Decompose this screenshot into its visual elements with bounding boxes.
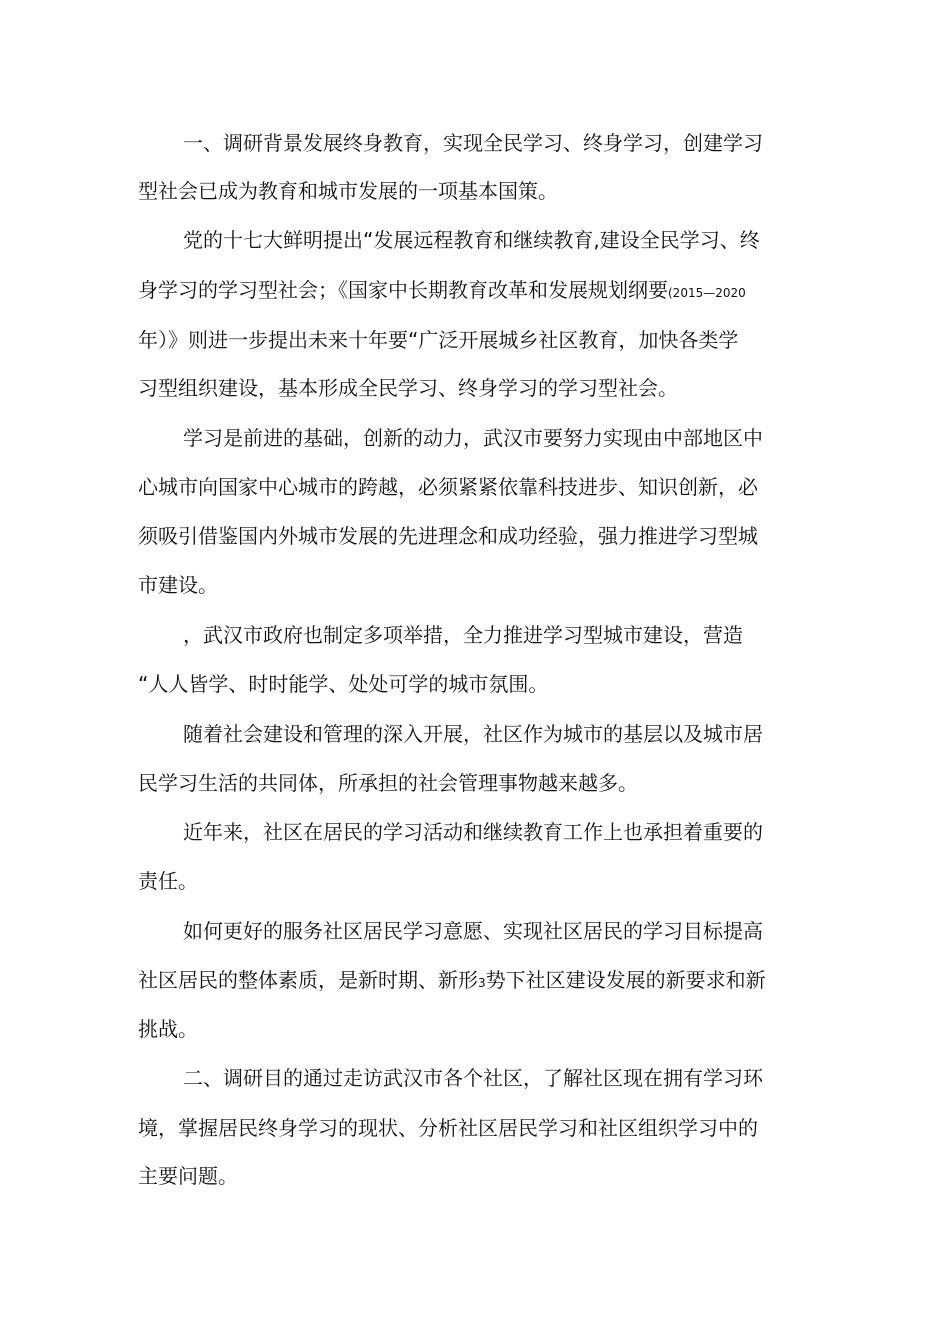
paragraph-8-line-3: 主要问题。 — [138, 1164, 238, 1188]
paragraph-6-line-2: 责任。 — [138, 869, 198, 893]
paragraph-7-line-2-start: 社区居民的整体素质，是新时期、新形 — [138, 968, 478, 992]
paragraph-3-line-4: 市建设。 — [138, 573, 218, 597]
paragraph-7-line-3: 挑战。 — [138, 1017, 198, 1041]
paragraph-2-year-range: (2015—2020 — [668, 286, 746, 300]
paragraph-2-line-4: 习型组织建设，基本形成全民学习、终身学习的学习型社会。 — [138, 376, 678, 400]
paragraph-5-line-1: 随着社会建设和管理的深入开展，社区作为城市的基层以及城市居 — [183, 722, 763, 746]
paragraph-8-line-2: 境，掌握居民终身学习的现状、分析社区居民学习和社区组织学习中的 — [138, 1116, 758, 1140]
paragraph-1-line-1: 一、调研背景发展终身教育，实现全民学习、终身学习，创建学习 — [183, 131, 763, 155]
paragraph-7-line-2-end: 势下社区建设发展的新要求和新 — [485, 968, 766, 992]
paragraph-2-line-2-text: 身学习的学习型社会；《国家中长期教育改革和发展规划纲要 — [138, 278, 668, 302]
paragraph-6-line-1: 近年来，社区在居民的学习活动和继续教育工作上也承担着重要的 — [183, 820, 763, 844]
paragraph-3-line-3: 须吸引借鉴国内外城市发展的先进理念和成功经验，强力推进学习型城 — [138, 524, 758, 548]
paragraph-8-line-1: 二、调研目的通过走访武汉市各个社区，了解社区现在拥有学习环 — [183, 1066, 763, 1090]
paragraph-2-line-2 — [138, 272, 818, 308]
paragraph-2-line-3: 年）》则进一步提出未来十年要“广泛开展城乡社区教育，加快各类学 — [138, 328, 739, 352]
paragraph-7-line-1: 如何更好的服务社区居民学习意愿、实现社区居民的学习目标提高 — [183, 919, 763, 943]
paragraph-1-line-2: 型社会已成为教育和城市发展的一项基本国策。 — [138, 179, 558, 203]
paragraph-4-line-2: “人人皆学、时时能学、处处可学的城市氛围。 — [138, 672, 549, 696]
paragraph-5-line-2: 民学习生活的共同体，所承担的社会管理事物越来越多。 — [138, 771, 638, 795]
page-number-mark: 3 — [478, 976, 486, 990]
paragraph-4-line-1: ，武汉市政府也制定多项举措，全力推进学习型城市建设，营造 — [183, 623, 743, 647]
paragraph-3-line-1: 学习是前进的基础，创新的动力，武汉市要努力实现由中部地区中 — [183, 426, 763, 450]
paragraph-2-line-1: 党的十七大鲜明提出“发展远程教育和继续教育,建设全民学习、终 — [183, 228, 760, 252]
paragraph-3-line-2: 心城市向国家中心城市的跨越，必须紧紧依靠科技进步、知识创新，必 — [138, 475, 758, 499]
paragraph-7-line-2 — [138, 962, 818, 998]
